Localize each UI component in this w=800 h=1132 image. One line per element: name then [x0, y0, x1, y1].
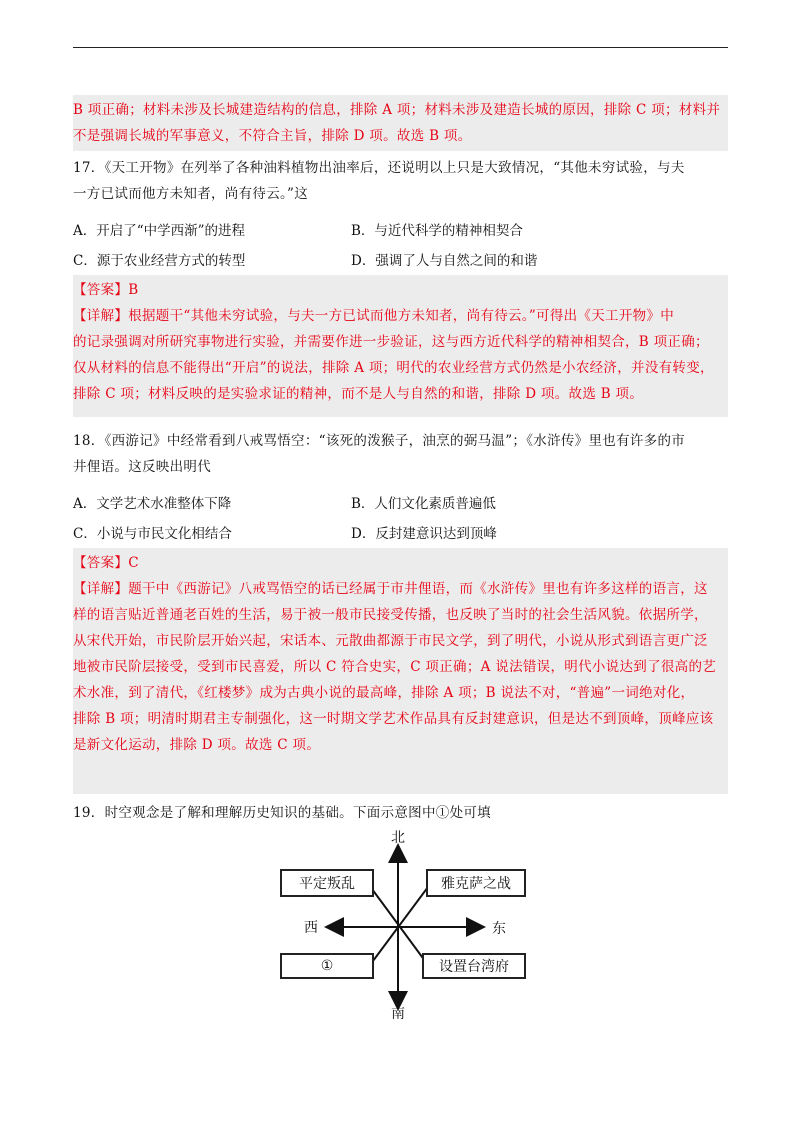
q17-option-c: C．源于农业经营方式的转型 [73, 253, 246, 269]
west-label: 西 [304, 920, 318, 936]
q18-detail-line-6: 排除 B 项；明清时期君主专制强化，这一时期文学艺术作品具有反封建意识，但是达不到顶峰，顶峰应该 [73, 711, 714, 727]
q18-answer-block [73, 548, 728, 794]
q17-detail-line-2: 的记录强调对所研究事物进行实验，并需要作进一步验证，这与西方近代科学的精神相契合，B 项正确； [73, 334, 709, 350]
q18-detail-line-7: 是新文化运动，排除 D 项。故选 C 项。 [73, 737, 321, 753]
east-label: 东 [492, 921, 506, 937]
header-rule [73, 47, 728, 48]
q18-detail-line-5: 术水准，到了清代，《红楼梦》成为古典小说的最高峰，排除 A 项；B 说法不对，“普遍”一词绝对化， [73, 685, 695, 701]
q17-options [73, 219, 728, 279]
q18-detail-line-4: 地被市民阶层接受，受到市民喜爱，所以 C 符合史实，C 项正确；A 说法错误，明代小说达到了很高的艺 [73, 659, 717, 675]
q17-option-d: D．强调了人与自然之间的和谐 [351, 253, 538, 269]
q18-stem-line-2: 井俚语。这反映出明代 [73, 459, 211, 475]
q17-detail-line-3: 仅从材料的信息不能得出“开启”的说法，排除 A 项；明代的农业经营方式仍然是小农经济，并没有转变， [73, 360, 714, 376]
q18-option-b: B．人们文化素质普遍低 [351, 496, 496, 512]
q18-stem [73, 428, 728, 480]
q17-detail-line-1: 【详解】根据题干“其他未穷试验，与夫一方已试而他方未知者，尚有待云。”可得出《天工开物》中 [73, 308, 675, 324]
q19-stem [73, 800, 728, 826]
box-se-taiwan-prefecture: 设置台湾府 [422, 953, 526, 979]
compass-diagram [260, 825, 550, 1025]
box-nw-pacify-rebellion: 平定叛乱 [280, 869, 374, 897]
q17-stem [73, 155, 728, 207]
q18-answer: 【答案】C [73, 555, 139, 571]
q18-option-a: A．文学艺术水准整体下降 [73, 496, 232, 512]
q19-stem-line: 19．时空观念是了解和理解历史知识的基础。下面示意图中①处可填 [73, 805, 491, 821]
q18-stem-line-1: 18．《西游记》中经常看到八戒骂悟空：“该死的泼猴子，油烹的弼马温”；《水浒传》里也有许多的市 [73, 433, 686, 449]
box-sw-blank-1: ① [280, 953, 374, 979]
q18-option-d: D．反封建意识达到顶峰 [351, 526, 497, 542]
north-label: 北 [391, 830, 405, 846]
q17-answer: 【答案】B [73, 282, 139, 298]
q17-stem-line-2: 一方已试而他方未知者，尚有待云。”这 [73, 186, 309, 202]
q18-option-c: C．小说与市民文化相结合 [73, 526, 232, 542]
q17-option-b: B．与近代科学的精神相契合 [351, 223, 523, 239]
q18-detail-line-1: 【详解】题干中《西游记》八戒骂悟空的话已经属于市井俚语，而《水浒传》里也有许多这样的语言，这 [73, 581, 708, 597]
south-label: 南 [391, 1006, 405, 1022]
q18-options [73, 492, 728, 552]
q16-explanation-tail [73, 95, 728, 151]
q18-detail-line-2: 样的语言贴近普通老百姓的生活，易于被一般市民接受传播，也反映了当时的社会生活风貌。依据所学， [73, 607, 708, 623]
q17-detail-line-4: 排除 C 项；材料反映的是实验求证的精神，而不是人与自然的和谐，排除 D 项。故选 B 项。 [73, 386, 644, 402]
q16-line-1: B 项正确；材料未涉及长城建造结构的信息，排除 A 项；材料未涉及建造长城的原因，排除 C 项；材料并 [73, 102, 721, 118]
q17-answer-block [73, 275, 728, 417]
q18-detail-line-3: 从宋代开始，市民阶层开始兴起，宋话本、元散曲都源于市民文学，到了明代，小说从形式到语言更广泛 [73, 633, 708, 649]
q16-line-2: 不是强调长城的军事意义，不符合主旨，排除 D 项。故选 B 项。 [73, 128, 472, 144]
box-ne-albazin-battle: 雅克萨之战 [426, 869, 526, 897]
q17-option-a: A．开启了“中学西渐”的进程 [73, 223, 246, 239]
q17-stem-line-1: 17．《天工开物》在列举了各种油料植物出油率后，还说明以上只是大致情况，“其他未穷试验，与夫 [73, 160, 685, 176]
